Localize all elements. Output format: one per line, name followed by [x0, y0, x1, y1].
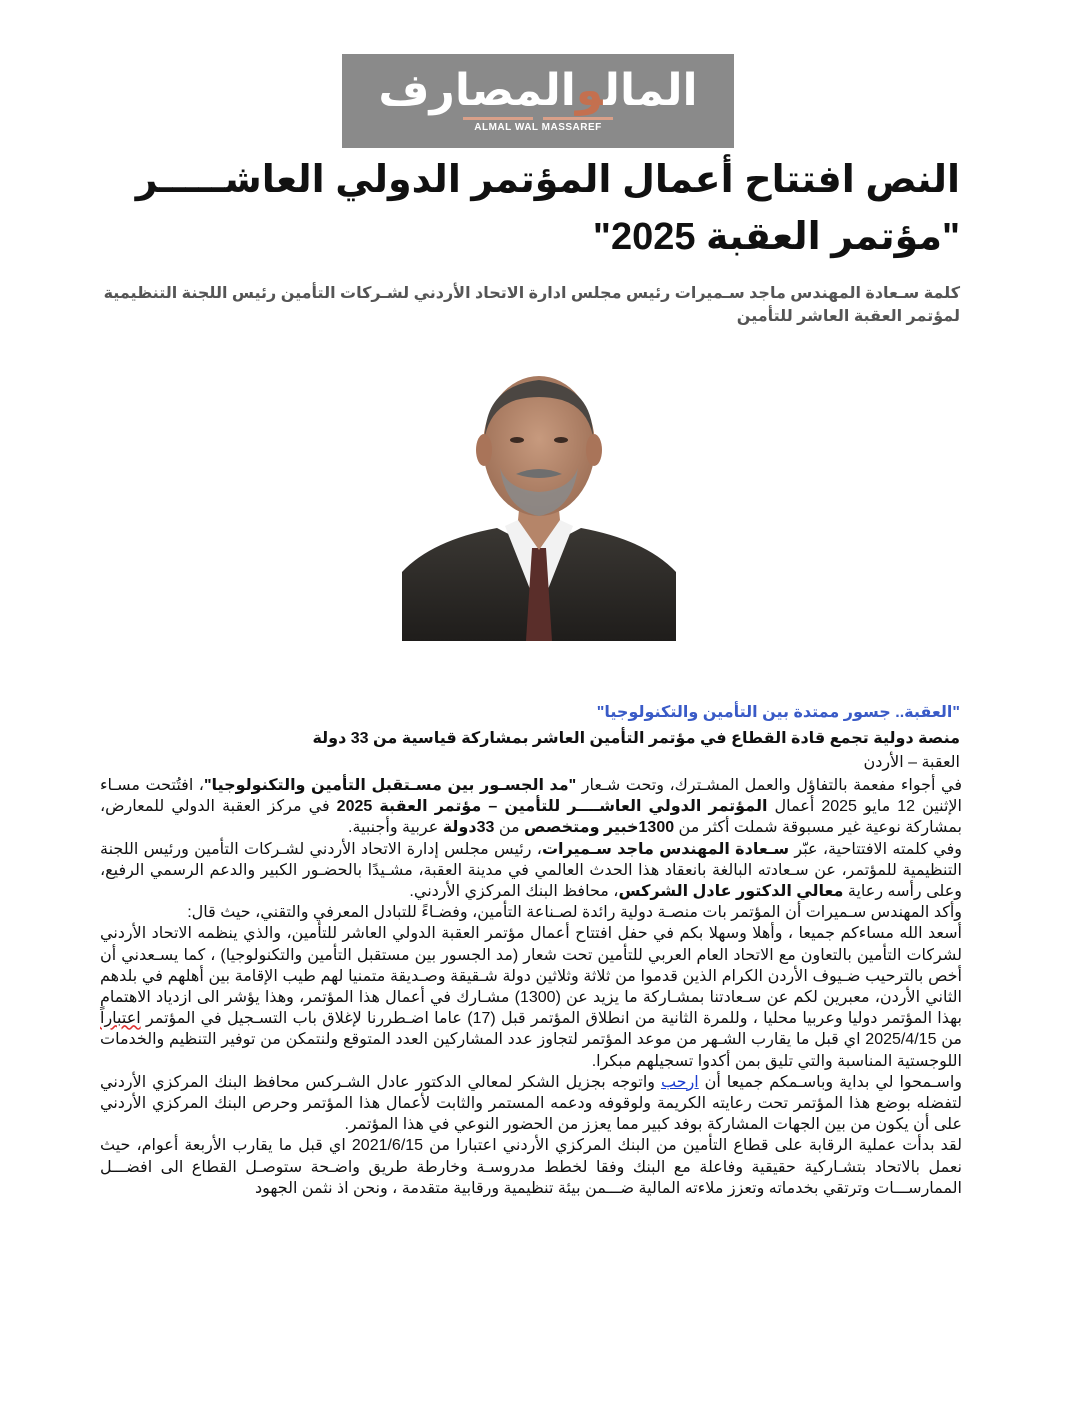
paragraph-platform: وأكد المهندس سـميرات أن المؤتمر بات منصـة دولية رائدة لصـناعة التأمين، وفضـاءً للتبادل المعرفي والتقني، حيث قال: — [187, 904, 962, 922]
logo-underline — [463, 117, 613, 120]
paragraph-supervision: لقد بدأت عملية الرقابة على قطاع التأمين من البنك المركزي الأردني اعتبارا من 2021/6/15 اي قبل ما يقارب الأربعة أعوام، حيث نعمل بالاتحاد بتشـاركية حقيقية وفاعلة مع البنك وفقا لخطط مدروسـة وخارطة طريق واضـحة ستوصـل القطاع الى افضـــل الممارســـات وترتقي بخدماته وتعزز ملاءته المالية ضـــمن بيئة تنظيمية ورقابية متقدمة ، ونحن اذ نثمن الجهود — [100, 1137, 962, 1197]
speaker-portrait — [402, 350, 676, 641]
logo-word-almal: المال — [603, 66, 698, 115]
logo-english-name: ALMAL WAL MASSAREF — [474, 122, 602, 133]
article-headline: منصة دولية تجمع قادة القطاع في مؤتمر التأمين العاشر بمشاركة قياسية من 33 دولة — [312, 730, 960, 747]
paragraph-speech-welcome: أسعد الله مساءكم جميعا ، وأهلا وسهلا بكم في حفل افتتاح أعمال مؤتمر العقبة الدولي العاشر للتأمين، والذي ينظمه الاتحاد الأردني لشركات التأمين بالتعاون مع الاتحاد العام العربي للتأمين تحت شعار (مد الجسور بين مستقبل التأمين والتكنولوجيا) ، كما يسـعدني أن أخص بالترحيب ضـيوف الأردن الكرام الذين قدموا من ثلاثة وثلاثين دولة شـقيقة وصـديقة متمنيا لهم طيب الإقامة بين أهلهم في بلدهم الثاني الأردن، معبرين لكم عن سـعادتنا بمشـاركة ما يزيد عن (1300) مشـارك في أعمال هذا المؤتمر، وهذا يؤشر الى ازدياد الاهتمام بهذا المؤتمر دوليا وعربيا محليا ، وللمرة الثانية من انطلاق المؤتمر قبل (17) عاما اضـطررنا لإغلاق باب التسـجيل في المؤتمر اعتباراً من 2025/4/15 اي قبل ما يقارب الشـهر من موعد المؤتمر لتجاوز عدد المشاركين العدد المتوقع ولنتمكن من توفير التنظيم والخدمات اللوجستية المناسبة والتي تليق بمن أكدوا تسجيلهم مبكرا. — [100, 925, 963, 1070]
logo-word-almassaref: المصارف — [378, 66, 576, 115]
article-dateline: العقبة – الأردن — [863, 754, 960, 771]
paragraph-thanks: واسـمحوا لي بداية وباسـمكم جميعا أن ارحب واتوجه بجزيل الشكر لمعالي الدكتور عادل الشـركس محافظ البنك المركزي الأردني لتفضله بوضع هذا المؤتمر تحت رعايته الكريمة ولوقوفه ودعمه المستمر والثابت لأعمال هذا المؤتمر وحرص البنك المركزي الأردني على أن يكون من بين الجهات المشاركة بوفد كبير مما يعزز من الحضور النوعي في هذا المؤتمر. — [100, 1073, 963, 1134]
article-title: النص افتتاح أعمال المؤتمر الدولي العاشـــــر "مؤتمر العقبة 2025" — [135, 159, 960, 258]
section-tagline: "العقبة.. جسور ممتدة بين التأمين والتكنولوجيا" — [596, 704, 960, 721]
publication-logo — [342, 54, 734, 148]
logo-arabic-name — [378, 66, 698, 115]
paragraph-opening: في أجواء مفعمة بالتفاؤل والعمل المشـترك، وتحت شـعار "مد الجسـور بين مسـتقبل التأمين والتكنولوجيا"، افتُتحت مسـاء الإثنين 12 مايو 2025 أعمال المؤتمر الدولي العاشــــر للتأمين – مؤتمر العقبة 2025 في مركز العقبة الدولي للمعارض، بمشاركة نوعية غير مسبوقة شملت أكثر من 1300خبير ومتخصص من 33دولة عربية وأجنبية. — [100, 777, 963, 837]
spellcheck-word: اعتباراً — [100, 1010, 141, 1028]
article-subtitle: كلمة سـعادة المهندس ماجد سـميرات رئيس مجلس ادارة الاتحاد الأردني لشـركات التأمين رئيس اللجنة التنظيمية لمؤتمر العقبة العاشر للتأمين — [103, 285, 960, 325]
article-body — [100, 775, 962, 1199]
paragraph-speech-intro: وفي كلمته الافتتاحية، عبّر سـعادة المهندس ماجد سـميرات، رئيس مجلس إدارة الاتحاد الأردني لشـركات التأمين ورئيس اللجنة التنظيمية للمؤتمر، عن سـعادته البالغة بانعقاد هذا الحدث العالمي في مدينة العقبة، مشـيدًا بالحضـور الكبير والدعم الرسمي الرفيع، وعلى رأسه رعاية معالي الدكتور عادل الشركس، محافظ البنك المركزي الأردني. — [100, 840, 962, 901]
inline-link-welcome[interactable]: ارحب — [660, 1073, 699, 1091]
logo-conjunction: و — [575, 66, 604, 115]
